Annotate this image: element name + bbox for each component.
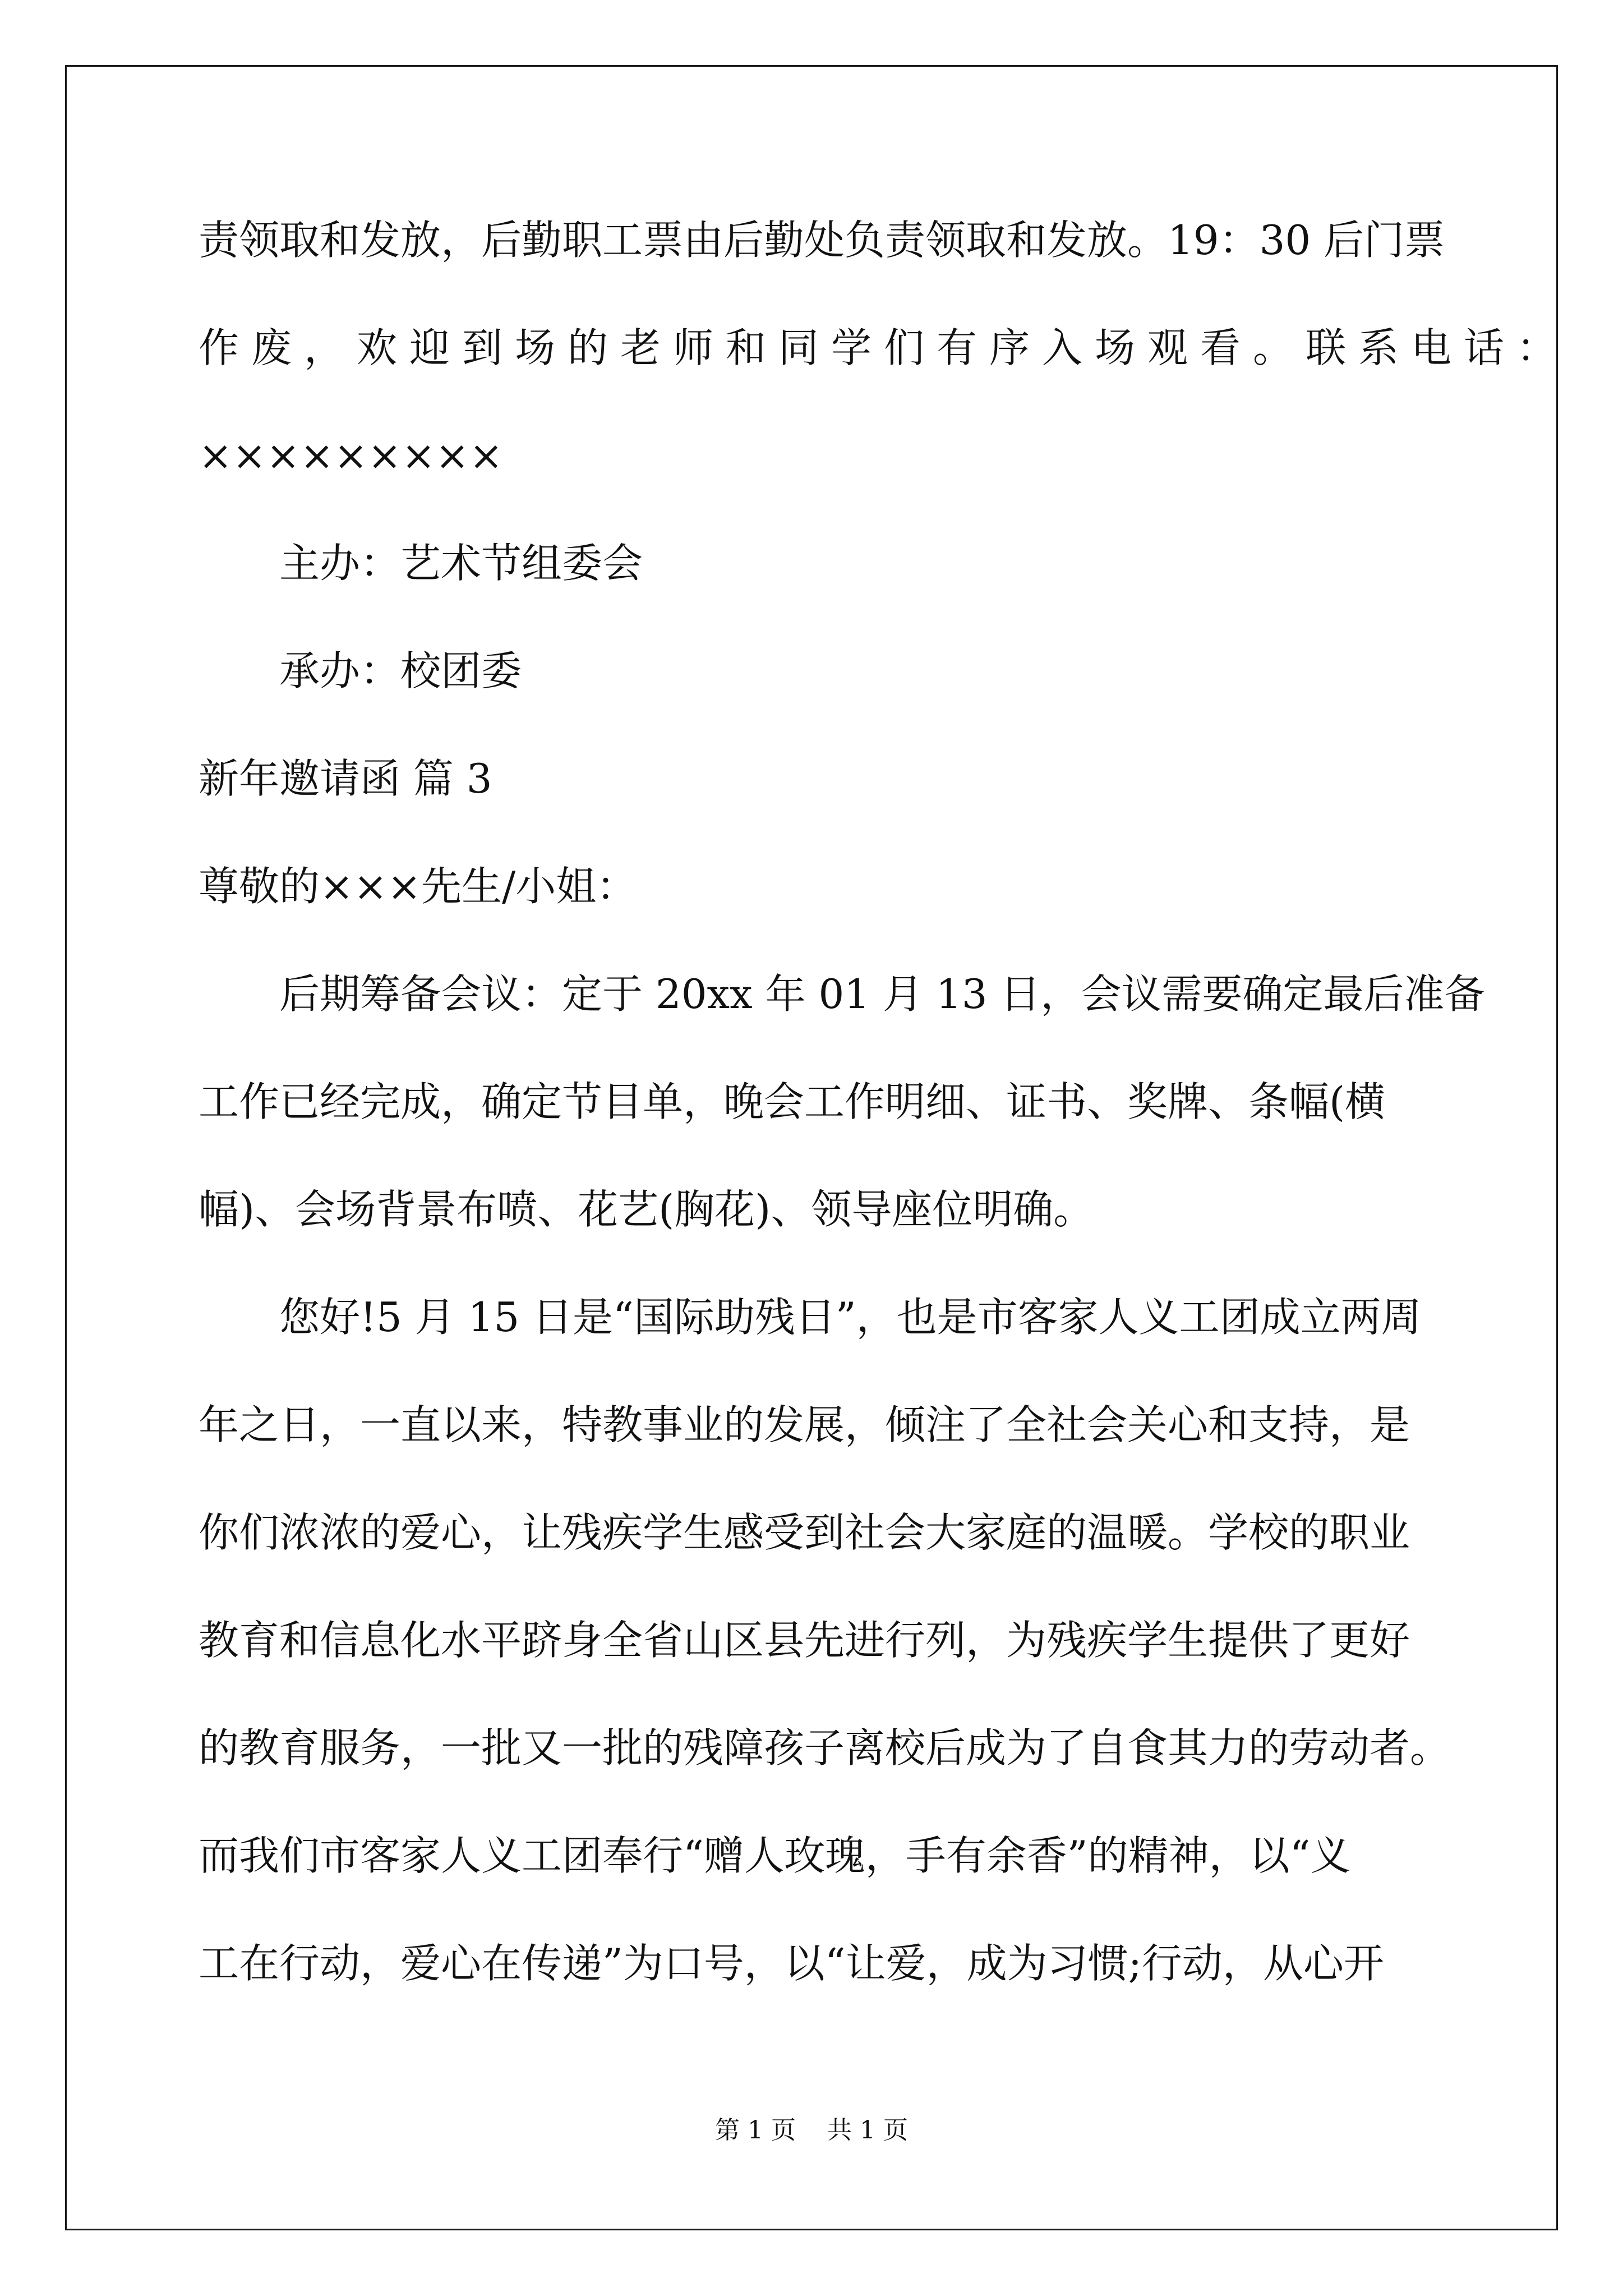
undertaker-line: 承办：校团委: [279, 647, 522, 694]
paragraph-line: 年之日，一直以来，特教事业的发展，倾注了全社会关心和支持，是: [199, 1401, 1410, 1448]
page-border: [65, 65, 1558, 2230]
paragraph-line: 你们浓浓的爱心，让残疾学生感受到社会大家庭的温暖。学校的职业: [199, 1509, 1410, 1556]
section-heading: 新年邀请函 篇 3: [199, 755, 492, 802]
paragraph-line: 作废，欢迎到场的老师和同学们有序入场观看。联系电话：: [199, 324, 1570, 371]
paragraph-line: 责领取和发放，后勤职工票由后勤处负责领取和发放。19：30 后门票: [199, 217, 1445, 264]
page-total: 共 1 页: [827, 2116, 908, 2145]
paragraph-line: 的教育服务，一批又一批的残障孩子离校后成为了自食其力的劳动者。: [199, 1724, 1451, 1772]
paragraph-line: 工作已经完成，确定节目单，晚会工作明细、证书、奖牌、条幅(横: [199, 1078, 1386, 1125]
paragraph-line: 教育和信息化水平跻身全省山区县先进行列，为残疾学生提供了更好: [199, 1617, 1410, 1664]
paragraph-line: 工在行动，爱心在传递”为口号，以“让爱，成为习惯;行动，从心开: [199, 1940, 1384, 1987]
paragraph-line: 幅)、会场背景布喷、花艺(胸花)、领导座位明确。: [199, 1186, 1094, 1233]
paragraph-line: 您好!5 月 15 日是“国际助残日”，也是市客家人义工团成立两周: [279, 1294, 1422, 1341]
salutation: 尊敬的×××先生/小姐：: [199, 863, 637, 910]
page-footer: [0, 2114, 1623, 2147]
page-number: 第 1 页: [715, 2116, 796, 2145]
organizer-line: 主办：艺术节组委会: [279, 540, 643, 587]
paragraph-line: ×××××××××: [199, 432, 503, 479]
paragraph-line: 后期筹备会议：定于 20xx 年 01 月 13 日，会议需要确定最后准备: [279, 970, 1485, 1018]
paragraph-line: 而我们市客家人义工团奉行“赠人玫瑰，手有余香”的精神，以“义: [199, 1832, 1351, 1879]
